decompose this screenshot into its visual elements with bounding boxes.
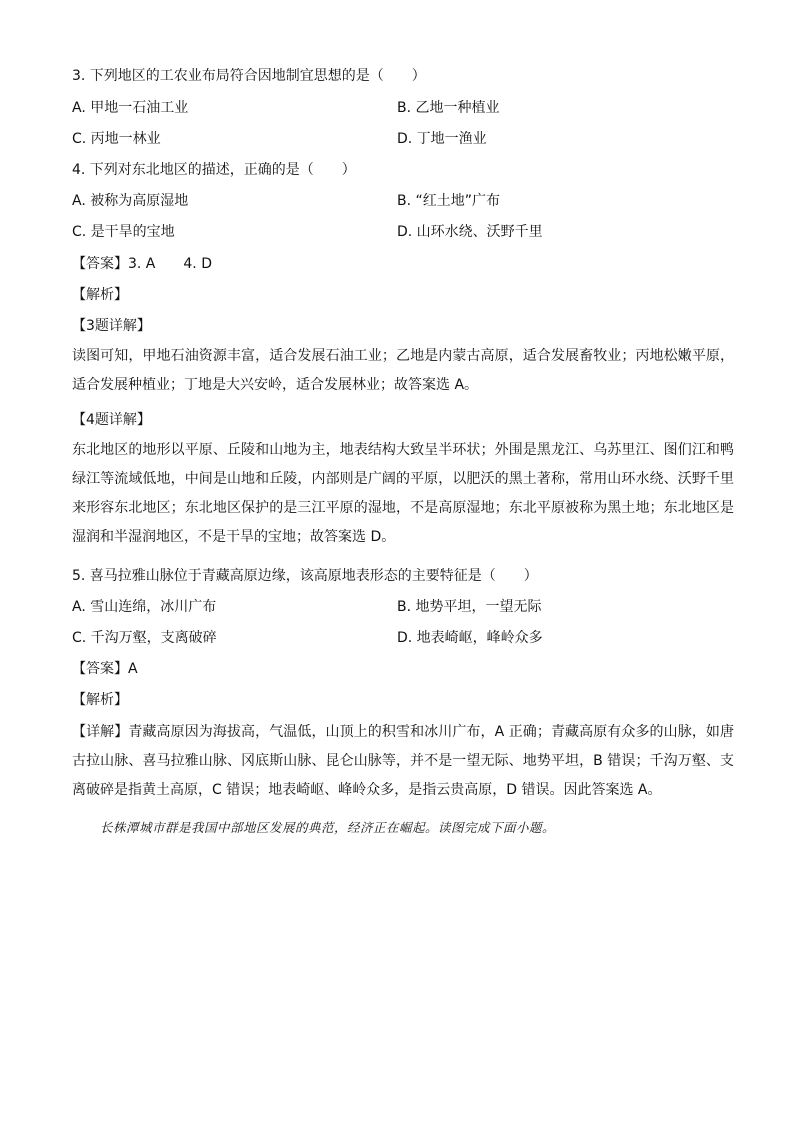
q4-option-a: A. 被称为高原湿地 bbox=[72, 193, 189, 209]
q5-option-c: C. 千沟万壑，支离破碎 bbox=[72, 630, 217, 646]
q4-option-c: C. 是干旱的宝地 bbox=[72, 224, 175, 240]
q3-stem: 3. 下列地区的工农业布局符合因地制宜思想的是（ ） bbox=[72, 68, 426, 84]
q3-option-a: A. 甲地一石油工业 bbox=[72, 100, 189, 116]
q34-answer: 【答案】3. A 4. D bbox=[72, 256, 212, 272]
q3-option-c: C. 丙地一林业 bbox=[72, 131, 161, 147]
q3-option-b: B. 乙地一种植业 bbox=[397, 100, 500, 116]
next-section-intro: 长株潭城市群是我国中部地区发展的典范，经济正在崛起。读图完成下面小题。 bbox=[100, 820, 556, 835]
q4-option-b: B. “红土地”广布 bbox=[397, 193, 501, 209]
q34-analysis-label: 【解析】 bbox=[72, 287, 128, 303]
q4-detail-text: 东北地区的地形以平原、丘陵和山地为主，地表结构大致呈半环状；外围是黑龙江、乌苏里江、图们江和鸭绿江等流域低地，中间是山地和丘陵，内部则是广阔的平原，以肥沃的黑土著称，常用山环水绕、沃野千里来形容东北地区；东北地区保护的是三江平原的湿地，不是高原湿地；东北平原被称为黑土地；东北地区是湿润和半湿润地区，不是干旱的宝地；故答案选 D。 bbox=[72, 442, 734, 545]
q5-stem: 5. 喜马拉雅山脉位于青藏高原边缘，该高原地表形态的主要特征是（ ） bbox=[72, 568, 538, 584]
q5-detail-text: 【详解】青藏高原因为海拔高，气温低，山顶上的积雪和冰川广布，A 正确；青藏高原有众多的山脉，如唐古拉山脉、喜马拉雅山脉、冈底斯山脉、昆仑山脉等，并不是一望无际、地势平坦，B 错误；千沟万壑、支离破碎是指黄土高原，C 错误；地表崎岖、峰岭众多，是指云贵高原，D 错误。因此答案选 A。 bbox=[72, 724, 734, 798]
q4-detail-heading: 【4题详解】 bbox=[72, 412, 151, 428]
q4-stem: 4. 下列对东北地区的描述，正确的是（ ） bbox=[72, 162, 356, 178]
q3-option-d: D. 丁地一渔业 bbox=[397, 131, 487, 147]
q5-option-d: D. 地表崎岖，峰岭众多 bbox=[397, 630, 543, 646]
q5-answer: 【答案】A bbox=[72, 661, 138, 677]
q3-detail-heading: 【3题详解】 bbox=[72, 318, 151, 334]
q4-option-d: D. 山环水绕、沃野千里 bbox=[397, 224, 543, 240]
q5-option-a: A. 雪山连绵，冰川广布 bbox=[72, 599, 217, 615]
q5-analysis-label: 【解析】 bbox=[72, 692, 128, 708]
q3-detail-text: 读图可知，甲地石油资源丰富，适合发展石油工业；乙地是内蒙古高原，适合发展畜牧业；丙地松嫩平原，适合发展种植业；丁地是大兴安岭，适合发展林业；故答案选 A。 bbox=[72, 348, 734, 393]
q5-option-b: B. 地势平坦，一望无际 bbox=[397, 599, 542, 615]
